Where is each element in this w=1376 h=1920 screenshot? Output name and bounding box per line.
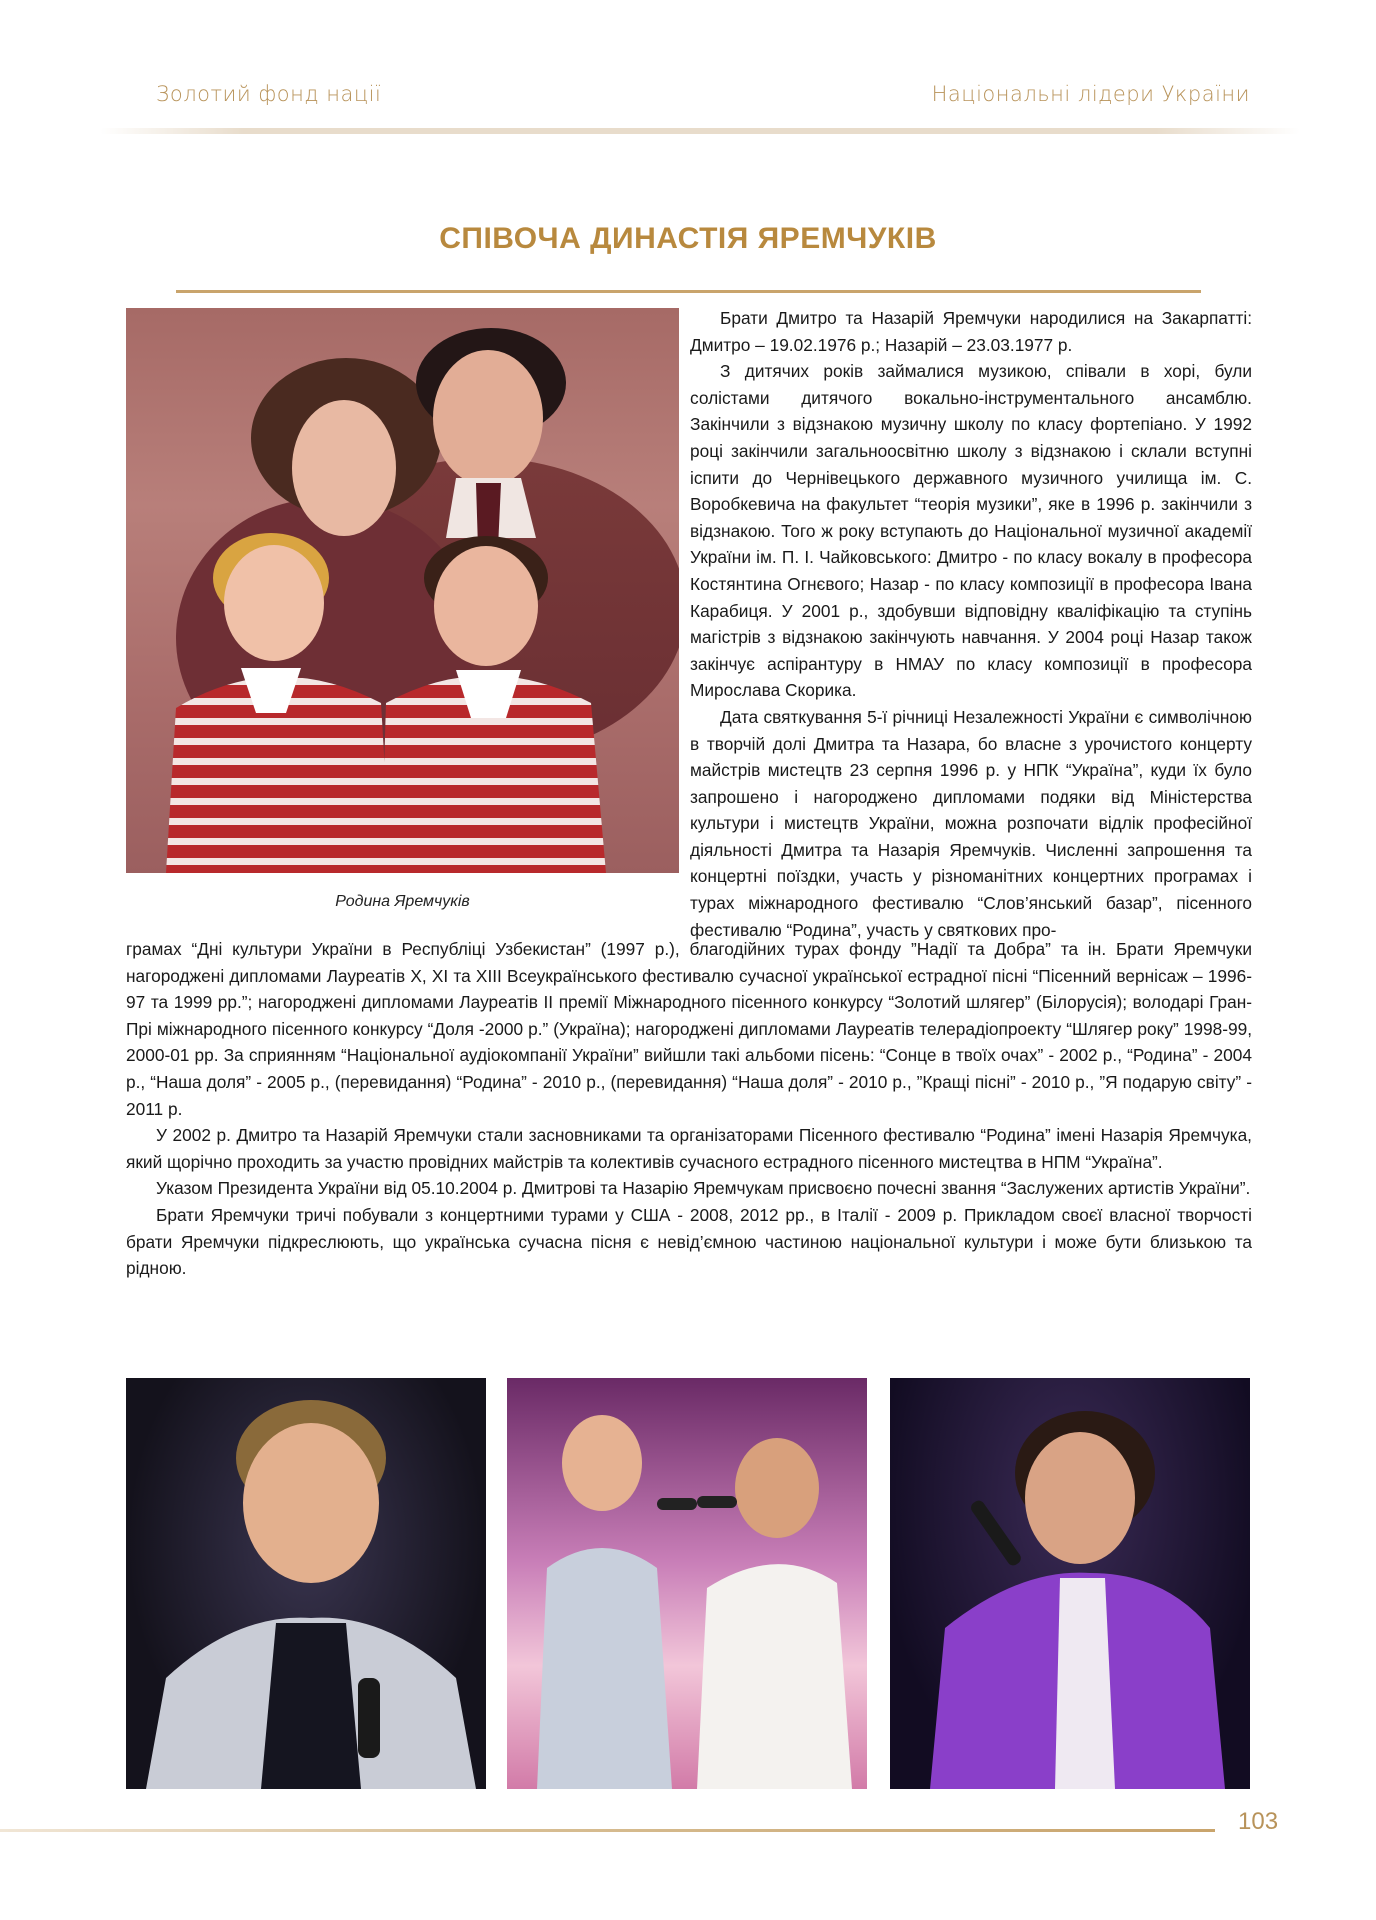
singer-photo-3-illustration bbox=[890, 1378, 1250, 1789]
paragraph: Указом Президента України від 05.10.2004 р. Дмитрові та Назарію Яремчукам присвоєно почесні звання “Заслужених артистів України”. bbox=[156, 1178, 1251, 1199]
family-photo bbox=[126, 308, 679, 873]
article-title: СПІВОЧА ДИНАСТІЯ ЯРЕМЧУКІВ bbox=[439, 222, 937, 255]
header-divider bbox=[100, 128, 1300, 134]
title-underline bbox=[176, 290, 1201, 293]
footer-divider bbox=[0, 1829, 1215, 1832]
paragraph: У 2002 р. Дмитро та Назарій Яремчуки стали засновниками та організаторами Пісенного фестивалю “Родина” імені Назарія Яремчука, який щорічно проходить за участю провідних майстрів та колективів сучасного естрадного пісенного мистецтва в НПМ “Україна”. bbox=[126, 1125, 1252, 1172]
singer-photo-2 bbox=[507, 1378, 867, 1789]
singer-photo-1-illustration bbox=[126, 1378, 486, 1789]
singer-photo-3 bbox=[890, 1378, 1250, 1789]
singer-photo-1 bbox=[126, 1378, 486, 1789]
paragraph: грамах “Дні культури України в Республіці Узбекистан” (1997 р.), благодійних турах фонду ”Надії та Добра” та ін. Брати Яремчуки нагороджені дипломами Лауреатів Х, ХІ та ХІІІ Всеукраїнського фестивалю сучасної української естрадної пісні “Пісенний вернісаж – 1996-97 та 1999 рр.”; нагороджені дипломами Лауреатів ІІ премії Міжнародного пісенного конкурсу “Золотий шлягер” (Білорусія); володарі Гран-Прі міжнародного пісенного конкурсу “Доля -2000 р.” (Україна); нагороджені дипломами Лауреатів телерадіопроекту “Шлягер року” 1998-99, 2000-01 рр. За сприянням “Національної аудіокомпанії України” вийшли такі альбоми пісень: “Сонце в твоїх очах” - 2002 р., “Родина” - 2004 р., “Наша доля” - 2005 р., (перевидання) “Родина” - 2010 р., (перевидання) “Наша доля” - 2010 р., ”Кращі пісні” - 2010 р., ”Я подарую світу” - 2011 р. bbox=[126, 939, 1252, 1119]
paragraph: Дата святкування 5-ї річниці Незалежності України є символічною в творчій долі Дмитра та Назара, бо власне з урочистого концерту майстрів мистецтв 23 серпня 1996 р. у НПК “Україна”, куди їх було запрошено і нагороджено дипломами подяки від Міністерства культури і мистецтв України, можна розпочати відлік професійної діяльності Дмитра та Назарія Яремчуків. Численні запрошення та концертні поїздки, участь у різноманітних концертних програмах і турах міжнародного фестивалю “Слов’янський базар”, пісенного фестивалю “Родина”, участь у святкових про- bbox=[690, 706, 1252, 940]
page-number: 103 bbox=[1238, 1808, 1279, 1835]
full-width-text bbox=[126, 936, 1252, 1282]
family-photo-illustration bbox=[126, 308, 679, 873]
photo-caption: Родина Яремчуків bbox=[335, 893, 470, 910]
running-header-left: Золотий фонд нації bbox=[156, 82, 382, 106]
singer-photo-2-illustration bbox=[507, 1378, 867, 1789]
paragraph: Брати Дмитро та Назарій Яремчуки народилися на Закарпатті: Дмитро – 19.02.1976 р.; Назарій – 23.03.1977 р. bbox=[690, 308, 1252, 355]
paragraph: З дитячих років займалися музикою, співали в хорі, були солістами дитячого вокально-інструментального ансамблю. Закінчили з відзнакою музичну школу по класу фортепіано. У 1992 році закінчили загальноосвітню школу з відзнакою і склали вступні іспити до Чернівецького державного музичного училища ім. С. Воробкевича на факультет “теорія музики”, яке в 1996 р. закінчили з відзнакою. Того ж року вступають до Національної музичної академії України ім. П. І. Чайковського: Дмитро - по класу вокалу в професора Костянтина Огнєвого; Назар - по класу композиції в професора Івана Карабиця. У 2001 р., здобувши відповідну кваліфікацію та ступінь магістрів з відзнакою закінчують навчання. У 2004 році Назар також закінчує аспірантуру в НМАУ по класу композиції в професора Мирослава Скорика. bbox=[690, 361, 1252, 701]
paragraph: Брати Яремчуки тричі побували з концертними турами у США - 2008, 2012 рр., в Італії - 2009 р. Прикладом своєї власної творчості брати Яремчуки підкреслюють, що українська сучасна пісня є невід’ємною частиною національної культури і може бути близькою та рідною. bbox=[126, 1204, 1252, 1279]
column-text bbox=[690, 305, 1252, 943]
running-header-right: Національні лідери України bbox=[931, 82, 1250, 106]
